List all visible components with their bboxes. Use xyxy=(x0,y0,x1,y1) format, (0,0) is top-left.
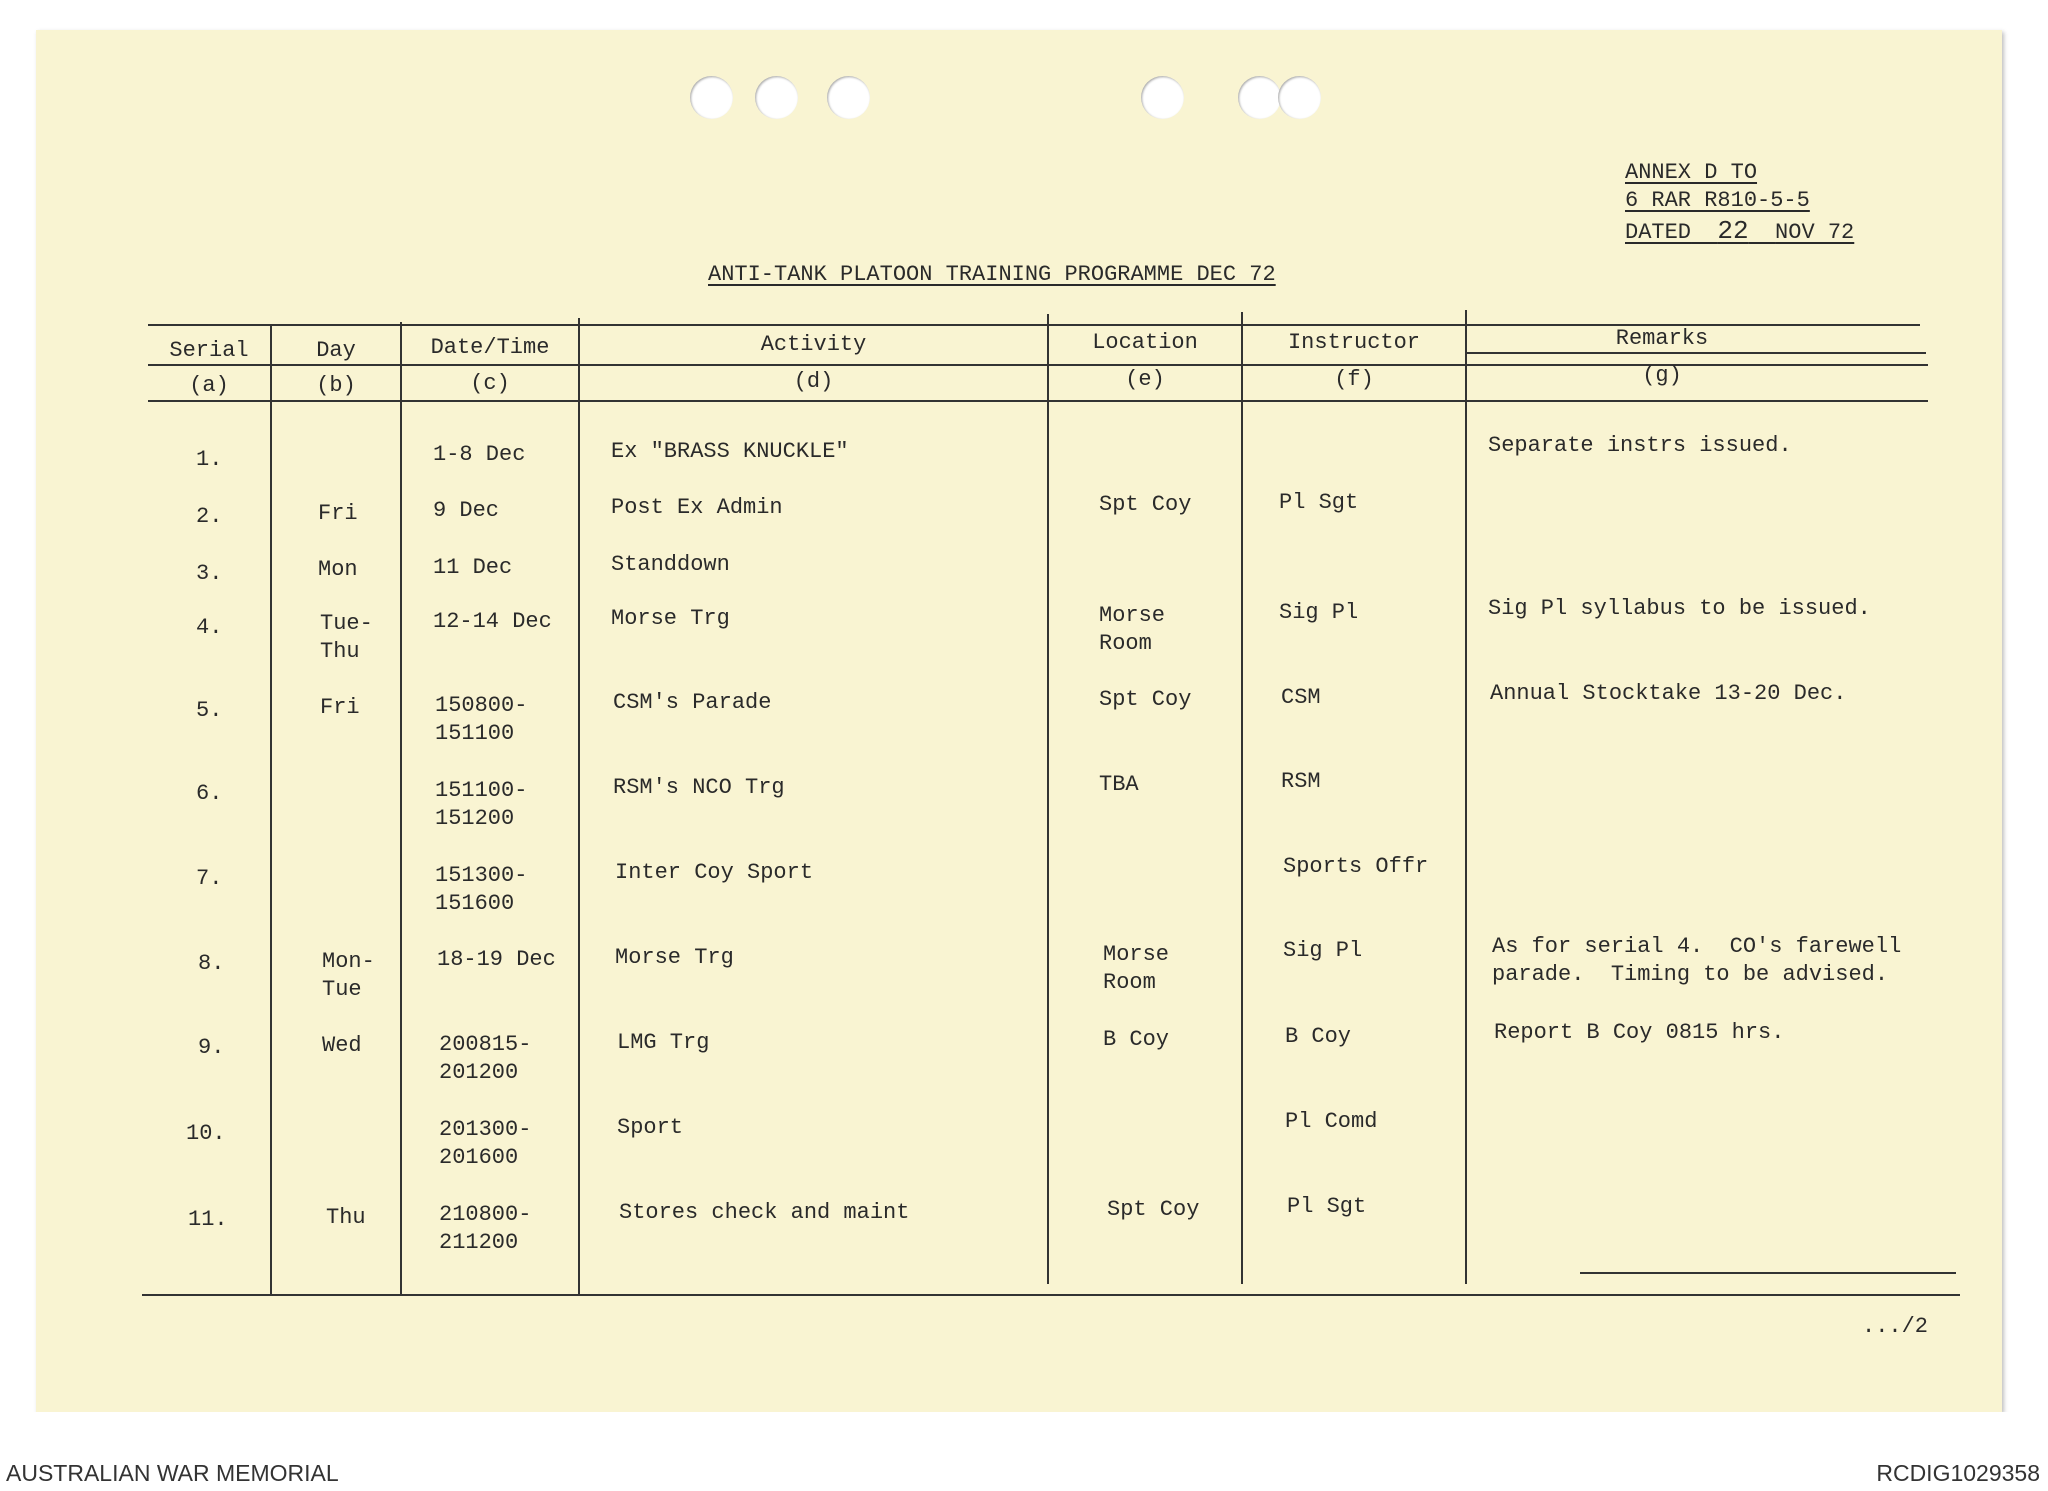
cell-serial: 8. xyxy=(198,951,225,976)
header-remarks: Remarks xyxy=(1615,326,1709,351)
cell-activity: Ex "BRASS KNUCKLE" xyxy=(611,439,849,464)
page-title: ANTI-TANK PLATOON TRAINING PROGRAMME DEC 72 xyxy=(708,262,1276,287)
cell-activity: LMG Trg xyxy=(617,1030,710,1055)
cell-activity: Stores check and maint xyxy=(619,1200,910,1225)
cell-date: 1-8 Dec xyxy=(433,442,526,467)
cell-instructor: Pl Sgt xyxy=(1287,1194,1367,1219)
cell-location: Spt Coy xyxy=(1099,492,1192,517)
cell-day: Thu xyxy=(326,1205,366,1230)
cell-serial: 6. xyxy=(196,781,223,806)
punch-hole xyxy=(827,76,870,119)
cell-activity: Standdown xyxy=(611,552,730,577)
cell-activity: Inter Coy Sport xyxy=(615,860,814,885)
footer-institution: AUSTRALIAN WAR MEMORIAL xyxy=(6,1460,339,1486)
annex-day: 22 xyxy=(1717,216,1749,246)
cell-location: B Coy xyxy=(1103,1027,1170,1052)
cell-location: Spt Coy xyxy=(1107,1197,1200,1222)
cell-date: 151300- 151600 xyxy=(435,863,528,916)
code-remarks: (g) xyxy=(1642,363,1682,388)
cell-date: 210800- 211200 xyxy=(439,1202,532,1255)
cell-serial: 3. xyxy=(196,561,223,586)
code-rule xyxy=(148,400,1928,402)
punch-hole xyxy=(690,76,733,119)
cell-instructor: CSM xyxy=(1281,685,1321,710)
cell-instructor: B Coy xyxy=(1285,1024,1352,1049)
column-divider xyxy=(1241,312,1243,1284)
cell-instructor: Sig Pl xyxy=(1283,938,1363,963)
header-date-time: Date/Time xyxy=(430,335,550,360)
cell-activity: Morse Trg xyxy=(611,606,730,631)
cell-serial: 9. xyxy=(198,1035,225,1060)
header-instructor: Instructor xyxy=(1287,330,1421,355)
cell-serial: 5. xyxy=(196,698,223,723)
cell-date: 9 Dec xyxy=(433,498,500,523)
cell-date: 18-19 Dec xyxy=(437,947,556,972)
table-bottom-rule xyxy=(142,1294,1960,1296)
cell-instructor: Sports Offr xyxy=(1283,854,1429,879)
cell-activity: Post Ex Admin xyxy=(611,495,783,520)
annex-line-2: 6 RAR R810-5-5 xyxy=(1625,188,1810,213)
cell-location: Morse Room xyxy=(1103,942,1170,995)
column-divider xyxy=(1465,310,1467,1284)
remarks-bottom-rule xyxy=(1580,1272,1956,1274)
cell-day: Wed xyxy=(322,1033,362,1058)
cell-location: Spt Coy xyxy=(1099,687,1192,712)
cell-serial: 10. xyxy=(186,1121,226,1146)
cell-serial: 1. xyxy=(196,447,223,472)
header-serial: Serial xyxy=(169,338,249,363)
cell-remarks: Annual Stocktake 13-20 Dec. xyxy=(1490,681,1847,706)
code-date-time: (c) xyxy=(470,371,510,396)
code-location: (e) xyxy=(1125,367,1165,392)
cell-date: 150800- 151100 xyxy=(435,693,528,746)
cell-instructor: Pl Sgt xyxy=(1279,490,1359,515)
cell-date: 201300- 201600 xyxy=(439,1117,532,1170)
punch-hole xyxy=(1141,76,1184,119)
cell-day: Fri xyxy=(320,695,360,720)
cell-date: 12-14 Dec xyxy=(433,609,552,634)
page-continuation-marker: .../2 xyxy=(1862,1314,1929,1339)
cell-day: Mon- Tue xyxy=(322,949,375,1002)
cell-date: 151100- 151200 xyxy=(435,778,528,831)
code-instructor: (f) xyxy=(1334,367,1374,392)
cell-day: Mon xyxy=(318,557,358,582)
cell-instructor: Sig Pl xyxy=(1279,600,1359,625)
cell-day: Tue- Thu xyxy=(320,611,373,664)
annex-line-1: ANNEX D TO xyxy=(1625,160,1758,185)
cell-serial: 7. xyxy=(196,866,223,891)
cell-remarks: Sig Pl syllabus to be issued. xyxy=(1488,596,1871,621)
column-divider xyxy=(1047,314,1049,1284)
cell-remarks: Report B Coy 0815 hrs. xyxy=(1494,1020,1785,1045)
cell-serial: 4. xyxy=(196,615,223,640)
cell-remarks: As for serial 4. CO's farewell parade. Timing to be advised. xyxy=(1492,934,1902,987)
cell-day: Fri xyxy=(318,501,358,526)
code-day: (b) xyxy=(316,373,356,398)
cell-activity: Sport xyxy=(617,1115,684,1140)
cell-instructor: Pl Comd xyxy=(1285,1109,1378,1134)
cell-activity: Morse Trg xyxy=(615,945,734,970)
cell-location: Morse Room xyxy=(1099,603,1166,656)
cell-date: 11 Dec xyxy=(433,555,513,580)
column-divider xyxy=(270,326,272,1294)
code-activity: (d) xyxy=(793,369,834,394)
header-activity: Activity xyxy=(760,332,867,357)
cell-serial: 11. xyxy=(188,1207,228,1232)
cell-remarks: Separate instrs issued. xyxy=(1488,433,1792,458)
column-divider xyxy=(400,322,402,1294)
cell-location: TBA xyxy=(1099,772,1139,797)
punch-hole xyxy=(755,76,798,119)
cell-activity: CSM's Parade xyxy=(613,690,772,715)
cell-activity: RSM's NCO Trg xyxy=(613,775,785,800)
punch-hole xyxy=(1238,76,1281,119)
code-serial: (a) xyxy=(189,373,229,398)
cell-date: 200815- 201200 xyxy=(439,1032,532,1085)
footer-record-id: RCDIG1029358 xyxy=(1876,1460,2040,1486)
cell-serial: 2. xyxy=(196,504,223,529)
column-divider xyxy=(578,318,580,1294)
annex-line-3: DATED 22 NOV 72 xyxy=(1625,216,1855,246)
punch-hole xyxy=(1278,76,1321,119)
cell-instructor: RSM xyxy=(1281,769,1321,794)
header-day: Day xyxy=(316,338,356,363)
header-location: Location xyxy=(1092,330,1198,355)
